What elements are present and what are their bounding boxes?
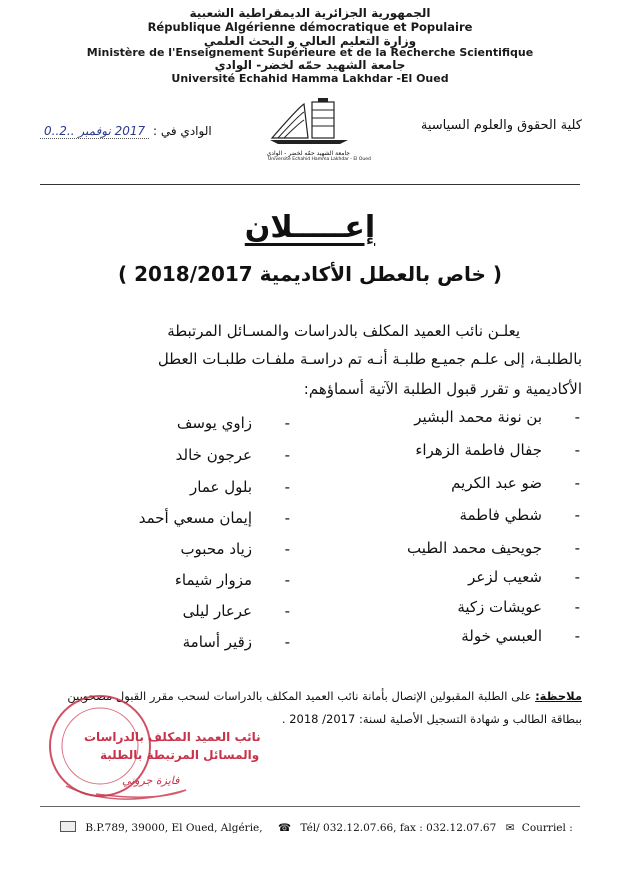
student-name: - زاوي يوسف	[177, 414, 290, 432]
header-divider	[40, 184, 580, 185]
student-name: - إيمان مسعي أحمد	[139, 509, 290, 527]
footer-info	[60, 820, 573, 834]
announcement-title	[0, 210, 620, 245]
student-name: - شطي فاطمة	[459, 506, 580, 524]
student-name: - جويحيف محمد الطيب	[407, 539, 580, 557]
date-prefix: الوادي في :	[153, 124, 212, 138]
date-line	[40, 124, 212, 138]
student-name: - مزوار شيماء	[175, 571, 290, 589]
student-name: - عرجون خالد	[176, 446, 290, 464]
official-stamp	[36, 690, 266, 810]
logo-caption-fr: Université Echahid Hamma Lakhdar - El Oued	[268, 157, 371, 162]
university-logo-icon	[268, 98, 350, 146]
envelope-icon	[60, 821, 76, 832]
note-label: ملاحظة:	[535, 689, 582, 703]
header-republic-ar: الجمهورية الجزائرية الديمقراطية الشعبية	[189, 6, 431, 20]
student-name: - عرعار ليلى	[183, 602, 290, 620]
logo-caption-ar: جامعة الشهيد حمّه لخضر - الوادي	[266, 150, 350, 157]
student-name: - العبسي خولة	[461, 627, 580, 645]
student-name: - جفال فاطمة الزهراء	[415, 441, 580, 459]
stamp-line-1: نائب العميد المكلف بالدراسات	[84, 730, 261, 744]
header-ministry-ar: وزارة التعليم العالي و البحث العلمي	[203, 34, 417, 48]
email-icon: ✉	[505, 822, 515, 834]
stamp-signature: فايزة جروني	[122, 774, 180, 787]
university-logo	[266, 98, 371, 162]
student-name: - زياد محبوب	[180, 540, 290, 558]
header-republic-fr: République Algérienne démocratique et Populaire	[147, 20, 473, 34]
header-university-ar: جامعة الشهيد حمّه لخضر- الوادي	[214, 58, 406, 72]
header-ministry-fr: Ministère de l'Enseignement Supérieure et de la Recherche Scientifique	[86, 46, 534, 59]
student-name: - زقير أسامة	[183, 633, 290, 651]
stamp-line-2: والمسائل المرتبطة بالطلبة	[100, 748, 260, 762]
body-line-1: يعلـن نائب العميد المكلف بالدراسات والمسـائل المرتبطة	[167, 322, 520, 340]
student-name: - بن نونة محمد البشير	[414, 408, 580, 426]
body-line-2: بالطلبـة، إلى علـم جميـع طلبـة أنـه تم دراسـة ملفـات طلبـات العطل	[157, 350, 582, 368]
body-line-3: الأكاديمية و تقرر قبول الطلبة الآتية أسماؤهم:	[303, 380, 582, 398]
announcement-title-text: إعـــــلان	[244, 210, 376, 245]
phone-icon: ☎	[277, 822, 292, 834]
announcement-subtitle: ( خاص بالعطل الأكاديمية 2018/2017 )	[117, 262, 503, 286]
footer-email: Courriel :	[521, 822, 573, 834]
student-name: - بلول عمار	[190, 478, 290, 496]
student-name: - ضو عبد الكريم	[451, 474, 580, 492]
header-university-fr: Université Echahid Hamma Lakhdar -El Oued	[171, 72, 449, 85]
note-line-2: ببطاقة الطالب و شهادة التسجيل الأصلية لسنة: 2017/ 2018 .	[281, 712, 582, 726]
footer-phone: Tél/ 032.12.07.66, fax : 032.12.07.67	[300, 822, 497, 834]
faculty-name: كلية الحقوق والعلوم السياسية	[420, 118, 582, 133]
student-name: - عويشات زكية	[457, 598, 580, 616]
date-value: 2017 نوفمبر ..2..0	[40, 124, 149, 139]
note-text-1: على الطلبة المقبولين الإتصال بأمانة نائب العميد المكلف بالدراسات لسحب مقرر القبول مصحوبين	[67, 689, 532, 703]
student-name: - شعيب لزعر	[468, 568, 580, 586]
footer-divider	[40, 806, 580, 807]
footer-address: B.P.789, 39000, El Oued, Algérie,	[85, 822, 263, 834]
